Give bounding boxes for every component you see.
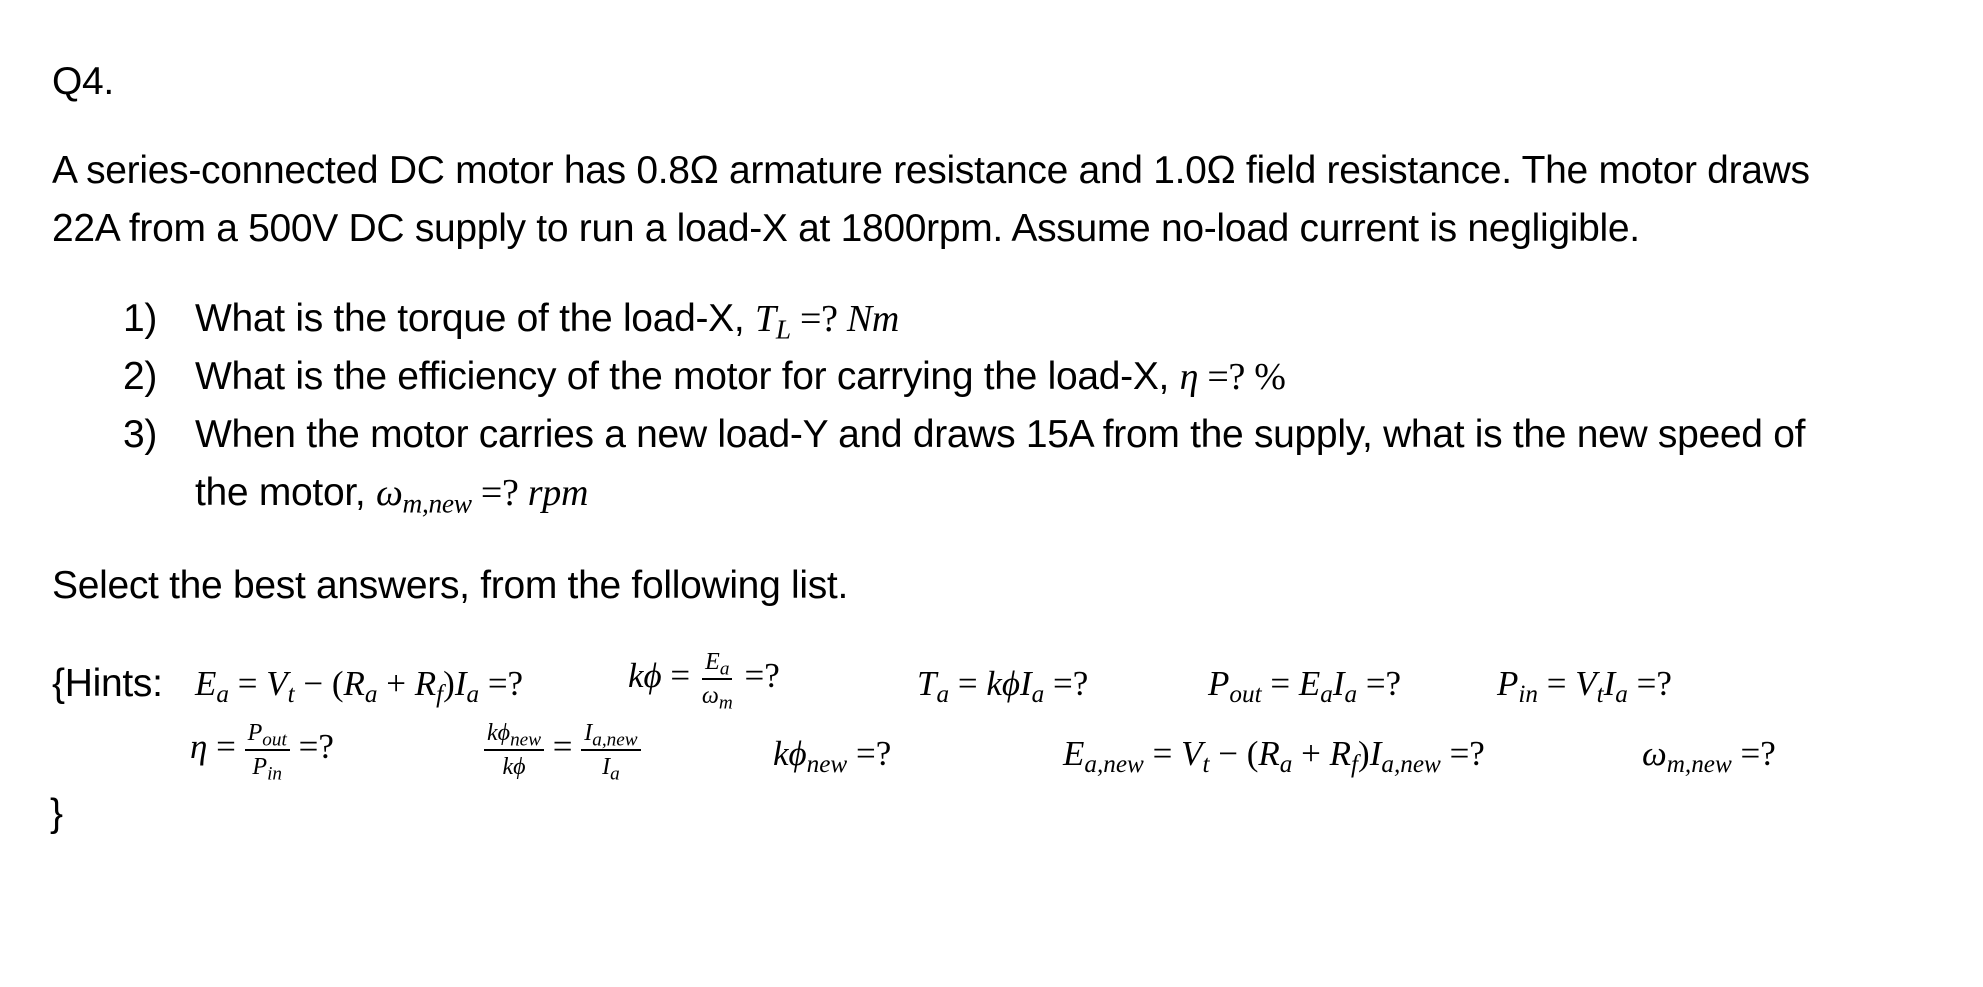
part-3-text-line-2: the motor, bbox=[195, 471, 366, 514]
part-3-line-2 bbox=[195, 469, 588, 517]
part-3-number: 3) bbox=[123, 413, 158, 456]
part-2 bbox=[123, 353, 1286, 401]
hint-input-power-formula: $P_{in} = V_tI_a$ =? bbox=[1497, 664, 1672, 709]
hints-close-brace: } bbox=[50, 792, 63, 835]
part-2-text: What is the efficiency of the motor for carrying the load-X, bbox=[195, 355, 1170, 398]
select-instruction: Select the best answers, from the following list. bbox=[52, 564, 848, 607]
part-1-formula: $T_L$ =? Nm bbox=[754, 298, 900, 345]
part-1 bbox=[123, 295, 899, 343]
hint-torque-formula: $T_a = k\phi I_a$ =? bbox=[917, 664, 1089, 709]
hint-new-speed-formula: $\omega_{m,new}$ =? bbox=[1642, 734, 1776, 779]
part-3-text: When the motor carries a new load-Y and draws 15A from the supply, what is the new speed of bbox=[195, 413, 1806, 456]
hint-new-back-emf-formula: $E_{a,new} = V_t - (R_a + R_f)I_{a,new}$ =? bbox=[1063, 734, 1485, 779]
hints-open-label: {Hints: bbox=[52, 662, 163, 705]
hint-new-flux-formula: $k\phi_{new}$ =? bbox=[773, 734, 892, 779]
hint-efficiency-formula: η = $\frac{P_{out}}{P_{in}}$ =? bbox=[190, 720, 334, 785]
hint-flux-ratio-formula: $\frac{k\phi_{new}}{k\phi}$ = $\frac{I_{a,new}}{I_a}$ bbox=[484, 719, 641, 781]
part-1-text: What is the torque of the load-X, bbox=[195, 297, 745, 340]
part-2-number: 2) bbox=[123, 355, 158, 398]
hint-back-emf-formula: $E_a = V_t - (R_a + R_f)I_a$ =? bbox=[195, 664, 524, 709]
intro-line-1: A series-connected DC motor has 0.8Ω armature resistance and 1.0Ω field resistance. The motor draws bbox=[52, 149, 1810, 192]
intro-line-2: 22A from a 500V DC supply to run a load-X at 1800rpm. Assume no-load current is negligible. bbox=[52, 207, 1640, 250]
hint-flux-formula: kϕ = $\frac{E_a}{\omega_m}$ =? bbox=[628, 649, 780, 714]
hint-output-power-formula: $P_{out} = E_aI_a$ =? bbox=[1208, 664, 1402, 709]
part-3 bbox=[123, 411, 1805, 459]
part-1-number: 1) bbox=[123, 297, 158, 340]
question-label: Q4. bbox=[52, 60, 114, 103]
part-3-formula: $\omega_{m,new}$ =? rpm bbox=[375, 472, 589, 519]
part-2-formula: η =? % bbox=[1179, 356, 1286, 398]
